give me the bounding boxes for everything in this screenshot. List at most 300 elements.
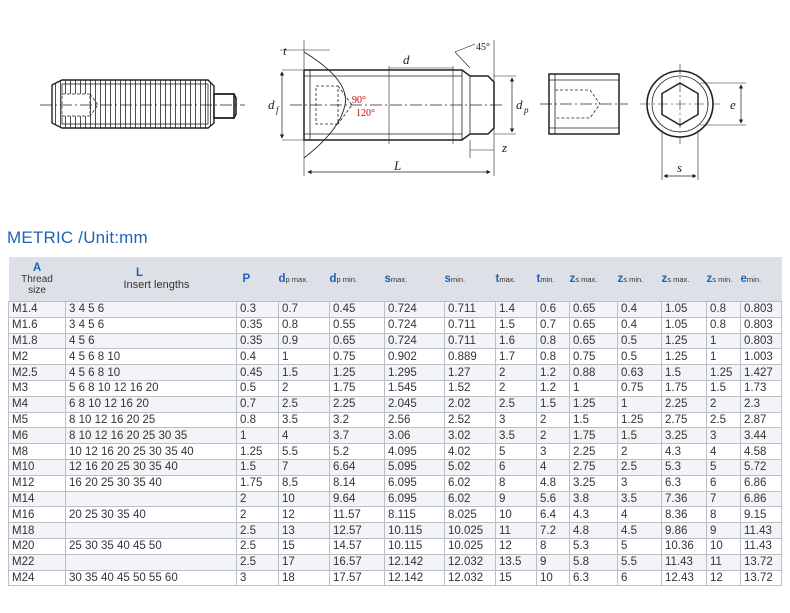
header-t-min-sub: min. xyxy=(540,275,555,284)
cell-zs-min: 0.4 xyxy=(618,317,662,333)
cell-zs-min-2: 3 xyxy=(707,428,741,444)
cell-zs-min-2: 10 xyxy=(707,538,741,554)
spec-table-body xyxy=(9,302,782,586)
cell-zs-max-2: 1.05 xyxy=(662,302,707,318)
label-s: s xyxy=(677,160,683,175)
cell-zs-min: 1.25 xyxy=(618,412,662,428)
cell-t-min: 8 xyxy=(537,538,570,554)
cell-zs-max: 0.65 xyxy=(570,317,618,333)
header-insert-lengths xyxy=(66,257,237,302)
cell-zs-max-2: 1.75 xyxy=(662,380,707,396)
cell-t-max: 8 xyxy=(496,475,537,491)
header-dp-max-sub: p max. xyxy=(285,275,309,284)
cell-s-min: 10.025 xyxy=(445,538,496,554)
cell-zs-max: 1.5 xyxy=(570,412,618,428)
cell-zs-min: 1 xyxy=(618,396,662,412)
label-d: d xyxy=(403,52,410,67)
cell-zs-max: 3.8 xyxy=(570,491,618,507)
label-df-sub: f xyxy=(276,105,279,115)
cell-s-max: 0.724 xyxy=(385,333,445,349)
cell-dp-min: 5.2 xyxy=(330,444,385,460)
cell-p: 2.5 xyxy=(237,523,279,539)
cell-thread-size: M18 xyxy=(9,523,66,539)
header-s-max xyxy=(385,257,445,302)
cell-thread-size: M12 xyxy=(9,475,66,491)
cell-dp-min: 0.65 xyxy=(330,333,385,349)
table-row xyxy=(9,444,782,460)
cell-zs-max-2: 2.75 xyxy=(662,412,707,428)
cell-zs-max-2: 7.36 xyxy=(662,491,707,507)
cell-dp-min: 8.14 xyxy=(330,475,385,491)
label-dp: d xyxy=(516,97,523,112)
cell-insert-lengths: 10 12 16 20 25 30 35 40 xyxy=(66,444,237,460)
cell-e-min: 4.58 xyxy=(741,444,782,460)
header-s-min-sub: min. xyxy=(450,275,466,284)
cell-t-max: 12 xyxy=(496,538,537,554)
header-s-max-sub: max. xyxy=(390,275,408,284)
cell-zs-max-2: 8.36 xyxy=(662,507,707,523)
header-zs-max2-sub: s max. xyxy=(667,275,690,284)
cell-e-min: 5.72 xyxy=(741,459,782,475)
cell-t-min: 0.8 xyxy=(537,349,570,365)
cell-thread-size: M3 xyxy=(9,380,66,396)
cell-s-max: 6.095 xyxy=(385,475,445,491)
cell-s-max: 12.142 xyxy=(385,570,445,586)
cell-p: 3 xyxy=(237,570,279,586)
label-e: e xyxy=(730,97,736,112)
cell-p: 1.75 xyxy=(237,475,279,491)
cell-t-max: 15 xyxy=(496,570,537,586)
table-row xyxy=(9,523,782,539)
cell-e-min: 1.427 xyxy=(741,365,782,381)
cell-zs-max: 0.75 xyxy=(570,349,618,365)
cell-t-max: 1.4 xyxy=(496,302,537,318)
header-t-min-symbol: t xyxy=(536,273,541,285)
header-dp-min xyxy=(330,257,385,302)
cell-t-max: 11 xyxy=(496,523,537,539)
cell-zs-max: 0.65 xyxy=(570,302,618,318)
cell-thread-size: M24 xyxy=(9,570,66,586)
cell-insert-lengths: 3 4 5 6 xyxy=(66,302,237,318)
cell-dp-min: 0.45 xyxy=(330,302,385,318)
label-angle-120: 120° xyxy=(356,108,375,119)
cell-s-min: 1.27 xyxy=(445,365,496,381)
cell-zs-min-2: 2 xyxy=(707,396,741,412)
cell-dp-max: 1 xyxy=(279,349,330,365)
cell-s-min: 8.025 xyxy=(445,507,496,523)
table-row xyxy=(9,365,782,381)
table-row xyxy=(9,333,782,349)
cell-t-min: 10 xyxy=(537,570,570,586)
cell-zs-min-2: 5 xyxy=(707,459,741,475)
cell-zs-max: 0.65 xyxy=(570,333,618,349)
header-dp-min-symbol: d xyxy=(329,273,337,285)
header-thread-line2: size xyxy=(28,284,46,296)
cell-zs-min: 4 xyxy=(618,507,662,523)
cell-t-max: 3.5 xyxy=(496,428,537,444)
cell-zs-min: 0.5 xyxy=(618,333,662,349)
header-p xyxy=(237,257,279,302)
cell-dp-max: 8.5 xyxy=(279,475,330,491)
cell-dp-max: 0.7 xyxy=(279,302,330,318)
cell-dp-max: 7 xyxy=(279,459,330,475)
cell-thread-size: M16 xyxy=(9,507,66,523)
cell-t-min: 7.2 xyxy=(537,523,570,539)
cell-s-max: 10.115 xyxy=(385,538,445,554)
cell-t-max: 2 xyxy=(496,380,537,396)
cell-insert-lengths: 8 10 12 16 20 25 xyxy=(66,412,237,428)
cell-dp-max: 5.5 xyxy=(279,444,330,460)
cell-s-min: 6.02 xyxy=(445,475,496,491)
cell-dp-min: 2.25 xyxy=(330,396,385,412)
cell-s-max: 2.045 xyxy=(385,396,445,412)
cell-thread-size: M1.4 xyxy=(9,302,66,318)
cell-dp-min: 12.57 xyxy=(330,523,385,539)
header-lengths-text: Insert lengths xyxy=(123,279,190,291)
cell-dp-min: 1.75 xyxy=(330,380,385,396)
cell-e-min: 11.43 xyxy=(741,523,782,539)
cell-e-min: 0.803 xyxy=(741,317,782,333)
cell-dp-min: 16.57 xyxy=(330,554,385,570)
cell-thread-size: M22 xyxy=(9,554,66,570)
table-row xyxy=(9,349,782,365)
cell-s-min: 12.032 xyxy=(445,554,496,570)
cell-s-min: 0.711 xyxy=(445,302,496,318)
cell-zs-min-2: 2.5 xyxy=(707,412,741,428)
cell-s-min: 0.711 xyxy=(445,317,496,333)
cell-e-min: 0.803 xyxy=(741,302,782,318)
cell-e-min: 0.803 xyxy=(741,333,782,349)
cell-zs-min-2: 7 xyxy=(707,491,741,507)
label-t: t xyxy=(283,43,287,58)
cell-insert-lengths xyxy=(66,523,237,539)
cell-dp-min: 3.7 xyxy=(330,428,385,444)
cell-s-min: 3.02 xyxy=(445,428,496,444)
cell-s-min: 1.52 xyxy=(445,380,496,396)
header-t-max xyxy=(496,257,537,302)
cell-p: 0.35 xyxy=(237,333,279,349)
cell-insert-lengths: 4 5 6 8 10 xyxy=(66,349,237,365)
cell-zs-min: 2 xyxy=(618,444,662,460)
cell-dp-max: 18 xyxy=(279,570,330,586)
table-row xyxy=(9,491,782,507)
cell-insert-lengths: 16 20 25 30 35 40 xyxy=(66,475,237,491)
cell-zs-min-2: 8 xyxy=(707,507,741,523)
cell-zs-min-2: 1 xyxy=(707,349,741,365)
cell-thread-size: M8 xyxy=(9,444,66,460)
side-view-screw xyxy=(40,80,245,128)
cell-p: 0.8 xyxy=(237,412,279,428)
cell-zs-max: 0.88 xyxy=(570,365,618,381)
cell-zs-max: 3.25 xyxy=(570,475,618,491)
cell-t-max: 13.5 xyxy=(496,554,537,570)
cell-dp-max: 0.9 xyxy=(279,333,330,349)
header-t-max-sub: max. xyxy=(499,275,516,284)
table-row xyxy=(9,475,782,491)
cell-p: 2 xyxy=(237,491,279,507)
header-lengths-symbol: L xyxy=(135,267,144,279)
cell-s-max: 0.902 xyxy=(385,349,445,365)
label-df: d xyxy=(268,97,275,112)
cell-s-max: 1.295 xyxy=(385,365,445,381)
cell-dp-max: 3.5 xyxy=(279,412,330,428)
cell-zs-min-2: 12 xyxy=(707,570,741,586)
cell-s-min: 5.02 xyxy=(445,459,496,475)
table-row xyxy=(9,538,782,554)
cell-e-min: 1.73 xyxy=(741,380,782,396)
cell-zs-max-2: 2.25 xyxy=(662,396,707,412)
cell-dp-max: 4 xyxy=(279,428,330,444)
cell-insert-lengths: 4 5 6 8 10 xyxy=(66,365,237,381)
cell-e-min: 13.72 xyxy=(741,554,782,570)
cell-dp-max: 2.5 xyxy=(279,396,330,412)
cell-zs-min: 5 xyxy=(618,538,662,554)
cell-dp-min: 3.2 xyxy=(330,412,385,428)
cell-t-max: 6 xyxy=(496,459,537,475)
cell-zs-min-2: 11 xyxy=(707,554,741,570)
cell-t-max: 3 xyxy=(496,412,537,428)
cell-zs-min: 0.63 xyxy=(618,365,662,381)
header-s-min xyxy=(445,257,496,302)
cell-zs-max-2: 10.36 xyxy=(662,538,707,554)
label-z: z xyxy=(502,140,508,155)
table-row xyxy=(9,380,782,396)
header-t-max-symbol: t xyxy=(495,273,500,285)
cell-t-max: 1.5 xyxy=(496,317,537,333)
header-s-max-symbol: s xyxy=(384,273,391,285)
cell-s-max: 1.545 xyxy=(385,380,445,396)
cell-s-max: 3.06 xyxy=(385,428,445,444)
cell-insert-lengths: 6 8 10 12 16 20 xyxy=(66,396,237,412)
table-row xyxy=(9,302,782,318)
cell-dp-min: 17.57 xyxy=(330,570,385,586)
cell-zs-max-2: 1.5 xyxy=(662,365,707,381)
cell-thread-size: M6 xyxy=(9,428,66,444)
cell-t-min: 0.7 xyxy=(537,317,570,333)
cell-thread-size: M20 xyxy=(9,538,66,554)
cell-thread-size: M14 xyxy=(9,491,66,507)
cell-e-min: 6.86 xyxy=(741,475,782,491)
cell-insert-lengths: 3 4 5 6 xyxy=(66,317,237,333)
cell-p: 2.5 xyxy=(237,538,279,554)
cell-s-max: 2.56 xyxy=(385,412,445,428)
cell-t-max: 2.5 xyxy=(496,396,537,412)
header-dp-max-symbol: d xyxy=(278,273,286,285)
cell-zs-max-2: 9.86 xyxy=(662,523,707,539)
cell-t-min: 0.6 xyxy=(537,302,570,318)
cell-p: 0.4 xyxy=(237,349,279,365)
header-dp-max xyxy=(279,257,330,302)
header-t-min xyxy=(537,257,570,302)
cell-p: 0.35 xyxy=(237,317,279,333)
cell-s-max: 8.115 xyxy=(385,507,445,523)
cell-dp-max: 1.5 xyxy=(279,365,330,381)
header-e-min-sub: min. xyxy=(746,275,762,284)
spec-table xyxy=(8,257,782,586)
cell-t-min: 2 xyxy=(537,412,570,428)
cell-t-min: 2 xyxy=(537,428,570,444)
cell-t-max: 2 xyxy=(496,365,537,381)
header-thread-symbol: A xyxy=(32,261,42,274)
cell-insert-lengths xyxy=(66,554,237,570)
cell-t-min: 4 xyxy=(537,459,570,475)
cell-thread-size: M2.5 xyxy=(9,365,66,381)
cell-insert-lengths: 20 25 30 35 40 xyxy=(66,507,237,523)
cell-zs-max-2: 12.43 xyxy=(662,570,707,586)
header-zs-min2-sub: s min. xyxy=(712,275,733,284)
cell-t-max: 1.6 xyxy=(496,333,537,349)
header-zs-max-symbol: z xyxy=(569,273,576,285)
cell-p: 2.5 xyxy=(237,554,279,570)
cell-zs-max-2: 1.05 xyxy=(662,317,707,333)
header-zs-min-symbol: z xyxy=(617,273,624,285)
cell-zs-min-2: 0.8 xyxy=(707,317,741,333)
cell-zs-min-2: 1.25 xyxy=(707,365,741,381)
cell-zs-min: 5.5 xyxy=(618,554,662,570)
header-zs-max-2 xyxy=(662,257,707,302)
technical-drawing xyxy=(0,0,790,215)
cell-s-max: 12.142 xyxy=(385,554,445,570)
cell-s-min: 4.02 xyxy=(445,444,496,460)
cell-s-min: 0.711 xyxy=(445,333,496,349)
section-title: METRIC /Unit:mm xyxy=(7,228,148,247)
table-header-row xyxy=(9,257,782,302)
cell-p: 1 xyxy=(237,428,279,444)
cell-zs-min: 4.5 xyxy=(618,523,662,539)
cell-zs-min: 1.5 xyxy=(618,428,662,444)
cell-t-max: 9 xyxy=(496,491,537,507)
label-chamfer: 45° xyxy=(476,42,490,53)
cell-zs-max: 5.8 xyxy=(570,554,618,570)
table-row xyxy=(9,554,782,570)
cell-t-min: 5.6 xyxy=(537,491,570,507)
cell-zs-max: 1 xyxy=(570,380,618,396)
cell-s-min: 2.52 xyxy=(445,412,496,428)
section-view-screw xyxy=(268,40,529,176)
cell-insert-lengths: 8 10 12 16 20 25 30 35 xyxy=(66,428,237,444)
cell-dp-max: 17 xyxy=(279,554,330,570)
cell-insert-lengths: 12 16 20 25 30 35 40 xyxy=(66,459,237,475)
cell-dp-min: 9.64 xyxy=(330,491,385,507)
cell-zs-min-2: 9 xyxy=(707,523,741,539)
cell-p: 0.5 xyxy=(237,380,279,396)
cell-t-min: 6.4 xyxy=(537,507,570,523)
cell-zs-max-2: 4.3 xyxy=(662,444,707,460)
header-s-min-symbol: s xyxy=(444,273,451,285)
cell-insert-lengths: 5 6 8 10 12 16 20 xyxy=(66,380,237,396)
cell-p: 1.25 xyxy=(237,444,279,460)
table-row xyxy=(9,412,782,428)
header-zs-min-2 xyxy=(707,257,741,302)
table-row xyxy=(9,396,782,412)
table-row xyxy=(9,459,782,475)
cell-thread-size: M1.6 xyxy=(9,317,66,333)
cell-s-max: 4.095 xyxy=(385,444,445,460)
cell-zs-min: 0.4 xyxy=(618,302,662,318)
label-angle-90: 90° xyxy=(352,95,366,106)
header-zs-max2-symbol: z xyxy=(661,273,668,285)
cell-e-min: 2.3 xyxy=(741,396,782,412)
cell-zs-min-2: 1.5 xyxy=(707,380,741,396)
cell-thread-size: M10 xyxy=(9,459,66,475)
cell-zs-max: 5.3 xyxy=(570,538,618,554)
cell-dp-max: 10 xyxy=(279,491,330,507)
cell-insert-lengths: 30 35 40 45 50 55 60 xyxy=(66,570,237,586)
cell-t-max: 10 xyxy=(496,507,537,523)
label-L: L xyxy=(394,158,402,173)
cell-t-min: 3 xyxy=(537,444,570,460)
label-dp-sub: p xyxy=(524,105,529,115)
cell-dp-max: 2 xyxy=(279,380,330,396)
cell-s-max: 0.724 xyxy=(385,302,445,318)
cell-zs-min: 6 xyxy=(618,570,662,586)
cell-t-min: 4.8 xyxy=(537,475,570,491)
cell-zs-min-2: 1 xyxy=(707,333,741,349)
cell-t-max: 5 xyxy=(496,444,537,460)
cell-zs-max-2: 5.3 xyxy=(662,459,707,475)
cell-insert-lengths xyxy=(66,491,237,507)
cell-insert-lengths: 25 30 35 40 45 50 xyxy=(66,538,237,554)
cell-zs-max-2: 6.3 xyxy=(662,475,707,491)
cell-zs-max-2: 11.43 xyxy=(662,554,707,570)
cell-insert-lengths: 4 5 6 xyxy=(66,333,237,349)
cell-thread-size: M2 xyxy=(9,349,66,365)
cell-p: 0.45 xyxy=(237,365,279,381)
cell-e-min: 13.72 xyxy=(741,570,782,586)
table-row xyxy=(9,428,782,444)
cell-dp-min: 11.57 xyxy=(330,507,385,523)
cell-thread-size: M1.8 xyxy=(9,333,66,349)
cell-dp-max: 12 xyxy=(279,507,330,523)
header-e-min-symbol: e xyxy=(740,273,747,285)
cell-thread-size: M5 xyxy=(9,412,66,428)
cell-e-min: 6.86 xyxy=(741,491,782,507)
cell-zs-min-2: 4 xyxy=(707,444,741,460)
cell-zs-max: 6.3 xyxy=(570,570,618,586)
cell-dp-max: 15 xyxy=(279,538,330,554)
cell-zs-min: 0.75 xyxy=(618,380,662,396)
cell-p: 2 xyxy=(237,507,279,523)
header-zs-min xyxy=(618,257,662,302)
cell-zs-max: 4.3 xyxy=(570,507,618,523)
cell-e-min: 1.003 xyxy=(741,349,782,365)
cell-t-min: 1.2 xyxy=(537,380,570,396)
cell-s-min: 6.02 xyxy=(445,491,496,507)
cell-e-min: 3.44 xyxy=(741,428,782,444)
table-row xyxy=(9,317,782,333)
cell-p: 1.5 xyxy=(237,459,279,475)
header-dp-min-sub: p min. xyxy=(336,275,357,284)
cell-zs-max-2: 3.25 xyxy=(662,428,707,444)
cell-t-max: 1.7 xyxy=(496,349,537,365)
cell-zs-min: 3.5 xyxy=(618,491,662,507)
cell-s-max: 0.724 xyxy=(385,317,445,333)
cell-e-min: 9.15 xyxy=(741,507,782,523)
cell-dp-max: 0.8 xyxy=(279,317,330,333)
cell-s-max: 6.095 xyxy=(385,491,445,507)
cell-zs-max: 1.25 xyxy=(570,396,618,412)
cell-zs-max-2: 1.25 xyxy=(662,333,707,349)
cell-p: 0.3 xyxy=(237,302,279,318)
cell-s-min: 12.032 xyxy=(445,570,496,586)
cell-s-max: 5.095 xyxy=(385,459,445,475)
end-side-view xyxy=(540,74,628,134)
cell-dp-min: 0.55 xyxy=(330,317,385,333)
cell-s-max: 10.115 xyxy=(385,523,445,539)
header-thread-line1: Thread xyxy=(21,273,53,285)
cell-dp-min: 1.25 xyxy=(330,365,385,381)
cell-dp-min: 6.64 xyxy=(330,459,385,475)
